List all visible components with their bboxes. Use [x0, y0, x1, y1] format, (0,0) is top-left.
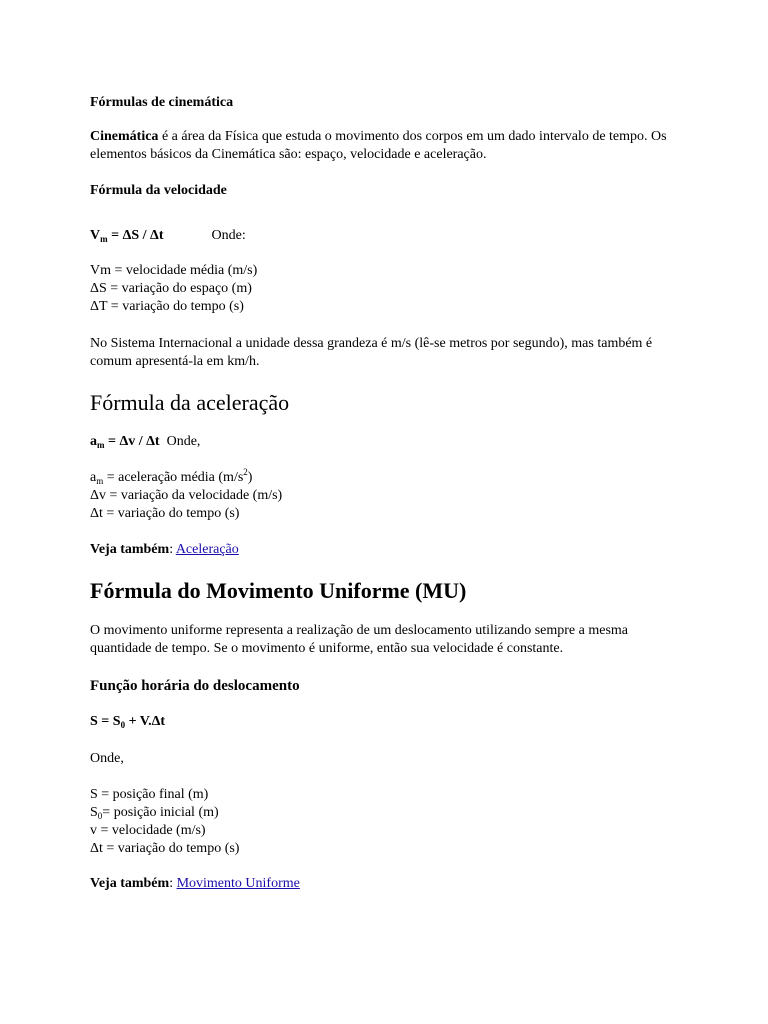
velocity-def-1: Vm = velocidade média (m/s) [90, 263, 258, 278]
velocity-formula: $V_m = \Delta S / \Delta t$ [90, 228, 164, 244]
velocity-onde: Onde: [211, 228, 246, 243]
displacement-def-1: S = posição final (m) [90, 787, 209, 802]
displacement-def-2: $S_0=$ posição inicial (m) [90, 805, 219, 821]
uniform-motion-link[interactable]: Movimento Uniforme [176, 876, 300, 891]
displacement-heading: Função horária do deslocamento [90, 678, 300, 694]
velocity-def-3: ΔT = variação do tempo (s) [90, 299, 244, 314]
acceleration-onde: Onde, [159, 434, 201, 449]
displacement-def-3: v = velocidade (m/s) [90, 823, 206, 838]
acceleration-formula-line [90, 433, 200, 451]
velocity-formula-line [90, 227, 246, 245]
acceleration-link[interactable]: Aceleração [175, 542, 239, 557]
velocity-note: No Sistema Internacional a unidade dessa grandeza é m/s (lê-se metros por segundo), mas também é comum apresentá-la em km/h. [90, 336, 653, 369]
acceleration-def-2: Δv = variação da velocidade (m/s) [90, 488, 283, 503]
intro-paragraph [90, 128, 680, 164]
see-also-label: Veja também [90, 542, 170, 557]
displacement-def-4: Δt = variação do tempo (s) [90, 841, 240, 856]
intro-text: é a área da Física que estuda o movimento dos corpos em um dado intervalo de tempo. Os elementos básicos da Cinemática são: espaço, velocidade e aceleração. [90, 129, 667, 162]
uniform-motion-heading: Fórmula do Movimento Uniforme (MU) [90, 578, 467, 603]
uniform-motion-paragraph: O movimento uniforme representa a realização de um deslocamento utilizando sempre a mesma quantidade de tempo. Se o movimento é uniforme, então sua velocidade é constante. [90, 623, 629, 656]
acceleration-formula: $a_m = \Delta v / \Delta t$ [90, 434, 160, 450]
see-also-label: Veja também [90, 876, 170, 891]
displacement-formula: $S = S_0 + V.\Delta t$ [90, 714, 166, 730]
acceleration-heading: Fórmula da aceleração [90, 390, 290, 415]
velocity-heading: Fórmula da velocidade [90, 183, 227, 198]
acceleration-def-1: $a_m$ = aceleração média $(m/s^2)$ [90, 467, 253, 486]
acceleration-def-3: Δt = variação do tempo (s) [90, 506, 240, 521]
velocity-def-2: ΔS = variação do espaço (m) [90, 281, 252, 296]
document-title: Fórmulas de cinemática [90, 95, 234, 110]
uniform-motion-see-also: Veja também: Movimento Uniforme [90, 876, 300, 891]
displacement-onde: Onde, [90, 751, 124, 766]
intro-term: Cinemática [90, 129, 159, 144]
acceleration-see-also: Veja também: Aceleração [90, 542, 239, 557]
